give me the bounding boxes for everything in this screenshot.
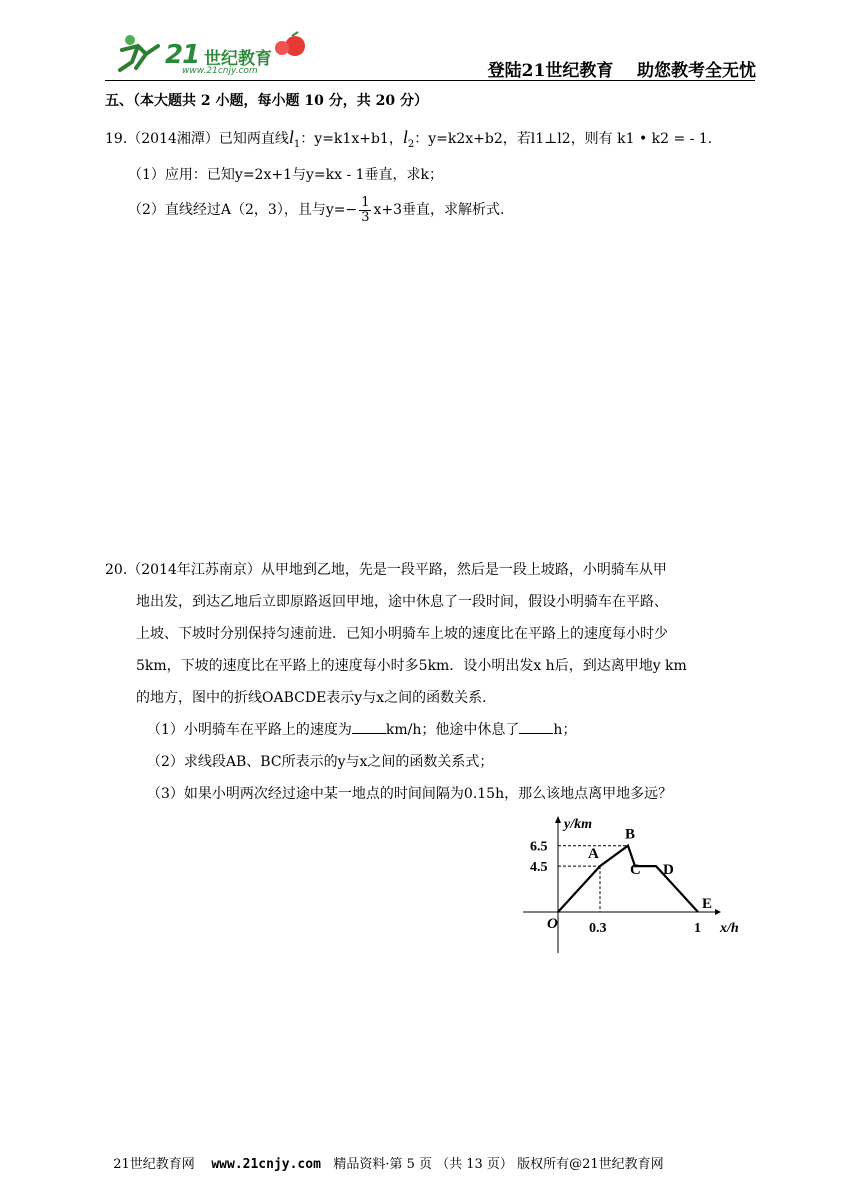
point-label-B: B (625, 826, 636, 843)
q20-line-2: 地出发，到达乙地后立即原路返回甲地，途中休息了一段时间，假设小明骑车在平路、 (136, 594, 668, 610)
logo-text: 世纪教育 (204, 49, 272, 69)
footer-site: 21世纪教育网 (113, 1157, 195, 1172)
q19-l1-def: ：y=k1x+b1， (300, 131, 403, 147)
header-slogan: 登陆21世纪教育 助您教考全无忧 (487, 61, 756, 81)
q19-statement: 19.（2014湘潭）已知两直线$l_1$：y=k1x+b1，$l_2$：y=k2x+b2，若l1⊥l2，则有 k1 • k2 = - 1. (105, 127, 713, 150)
x-axis-label: x/h (720, 921, 739, 936)
q20-part1-a: （1）小明骑车在平路上的速度为 (147, 722, 352, 738)
point-label-A: A (588, 846, 599, 863)
answer-blank-speed[interactable] (352, 719, 386, 734)
q20-line-3: 上坡、下坡时分别保持匀速前进．已知小明骑车上坡的速度比在平路上的速度每小时少 (136, 626, 668, 642)
point-label-C: C (630, 862, 641, 879)
q19-l2-def: ：y=k2x+b2，若 (414, 131, 531, 147)
origin-label: O (547, 916, 558, 932)
distance-time-graph (515, 810, 765, 960)
q20-line-1 (105, 554, 765, 586)
x-axis-arrow (715, 909, 721, 915)
footer-page-info: 精品资料·第 5 页 （共 13 页） 版权所有@21世纪教育网 (333, 1157, 664, 1172)
logo-number: 21 (165, 40, 200, 70)
q20-part1-c: h； (553, 722, 577, 738)
q20-part2: （2）求线段AB、BC所表示的y与x之间的函数关系式； (147, 754, 494, 770)
q20-part1 (147, 714, 576, 746)
point-label-D: D (663, 862, 674, 879)
footer (105, 1138, 664, 1172)
q19-number: 19. (105, 131, 128, 147)
y-axis-arrow (555, 816, 561, 823)
q19-source: （2014湘潭）已知两直线 (127, 131, 289, 147)
q20-part3: （3）如果小明两次经过途中某一地点的时间间隔为0.15h，那么该地点离甲地多远？ (147, 786, 673, 802)
l2-symbol: l (402, 127, 408, 147)
y-tick-label: 4.5 (530, 860, 548, 876)
q19-conclusion: ，则有 k1 • k2 = - 1. (570, 131, 713, 147)
fraction-one-third (359, 196, 371, 225)
answer-blank-rest[interactable] (519, 719, 553, 734)
chart-axes (523, 816, 721, 953)
section-title: 五、（本大题共 2 小题，每小题 10 分，共 20 分） (105, 93, 428, 109)
header-divider (105, 80, 755, 81)
footer-url[interactable]: www.21cnjy.com (211, 1157, 321, 1172)
x-tick-label: 0.3 (589, 921, 607, 936)
x-tick-label: 1 (694, 921, 701, 936)
q19-perp: l1⊥l2 (530, 131, 571, 147)
q20-text-1: （2014年江苏南京）从甲地到乙地，先是一段平路，然后是一段上坡路，小明骑车从甲 (127, 562, 667, 578)
q19-part2 (128, 193, 504, 227)
y-axis-label: y/km (564, 817, 592, 832)
q20-line-5: 的地方，图中的折线OABCDE表示y与x之间的函数关系． (136, 690, 497, 706)
chart-labels (530, 817, 739, 936)
q20-line-4: 5km，下坡的速度比在平路上的速度每小时多5km．设小明出发x h后，到达离甲地y km (136, 658, 687, 674)
q19-part2-b: x+3垂直，求解析式. (373, 202, 505, 218)
l1-symbol: l (288, 127, 294, 147)
q20-number: 20. (105, 562, 128, 578)
q20-statement (105, 554, 765, 714)
series-line-OABCDE (558, 846, 698, 912)
fraction-denominator: 3 (361, 209, 370, 225)
point-label-E: E (702, 896, 713, 912)
chart-line (558, 846, 698, 912)
fraction-numerator: 1 (361, 194, 370, 210)
q20-part1-b: km/h；他途中休息了 (385, 722, 520, 738)
q19-part2-a: （2）直线经过A（2，3），且与y=− (128, 202, 358, 218)
logo-url: www.21cnjy.com (182, 66, 258, 76)
y-tick-label: 6.5 (530, 839, 548, 855)
q19-part1: （1）应用：已知y=2x+1与y=kx - 1垂直，求k； (128, 167, 444, 183)
